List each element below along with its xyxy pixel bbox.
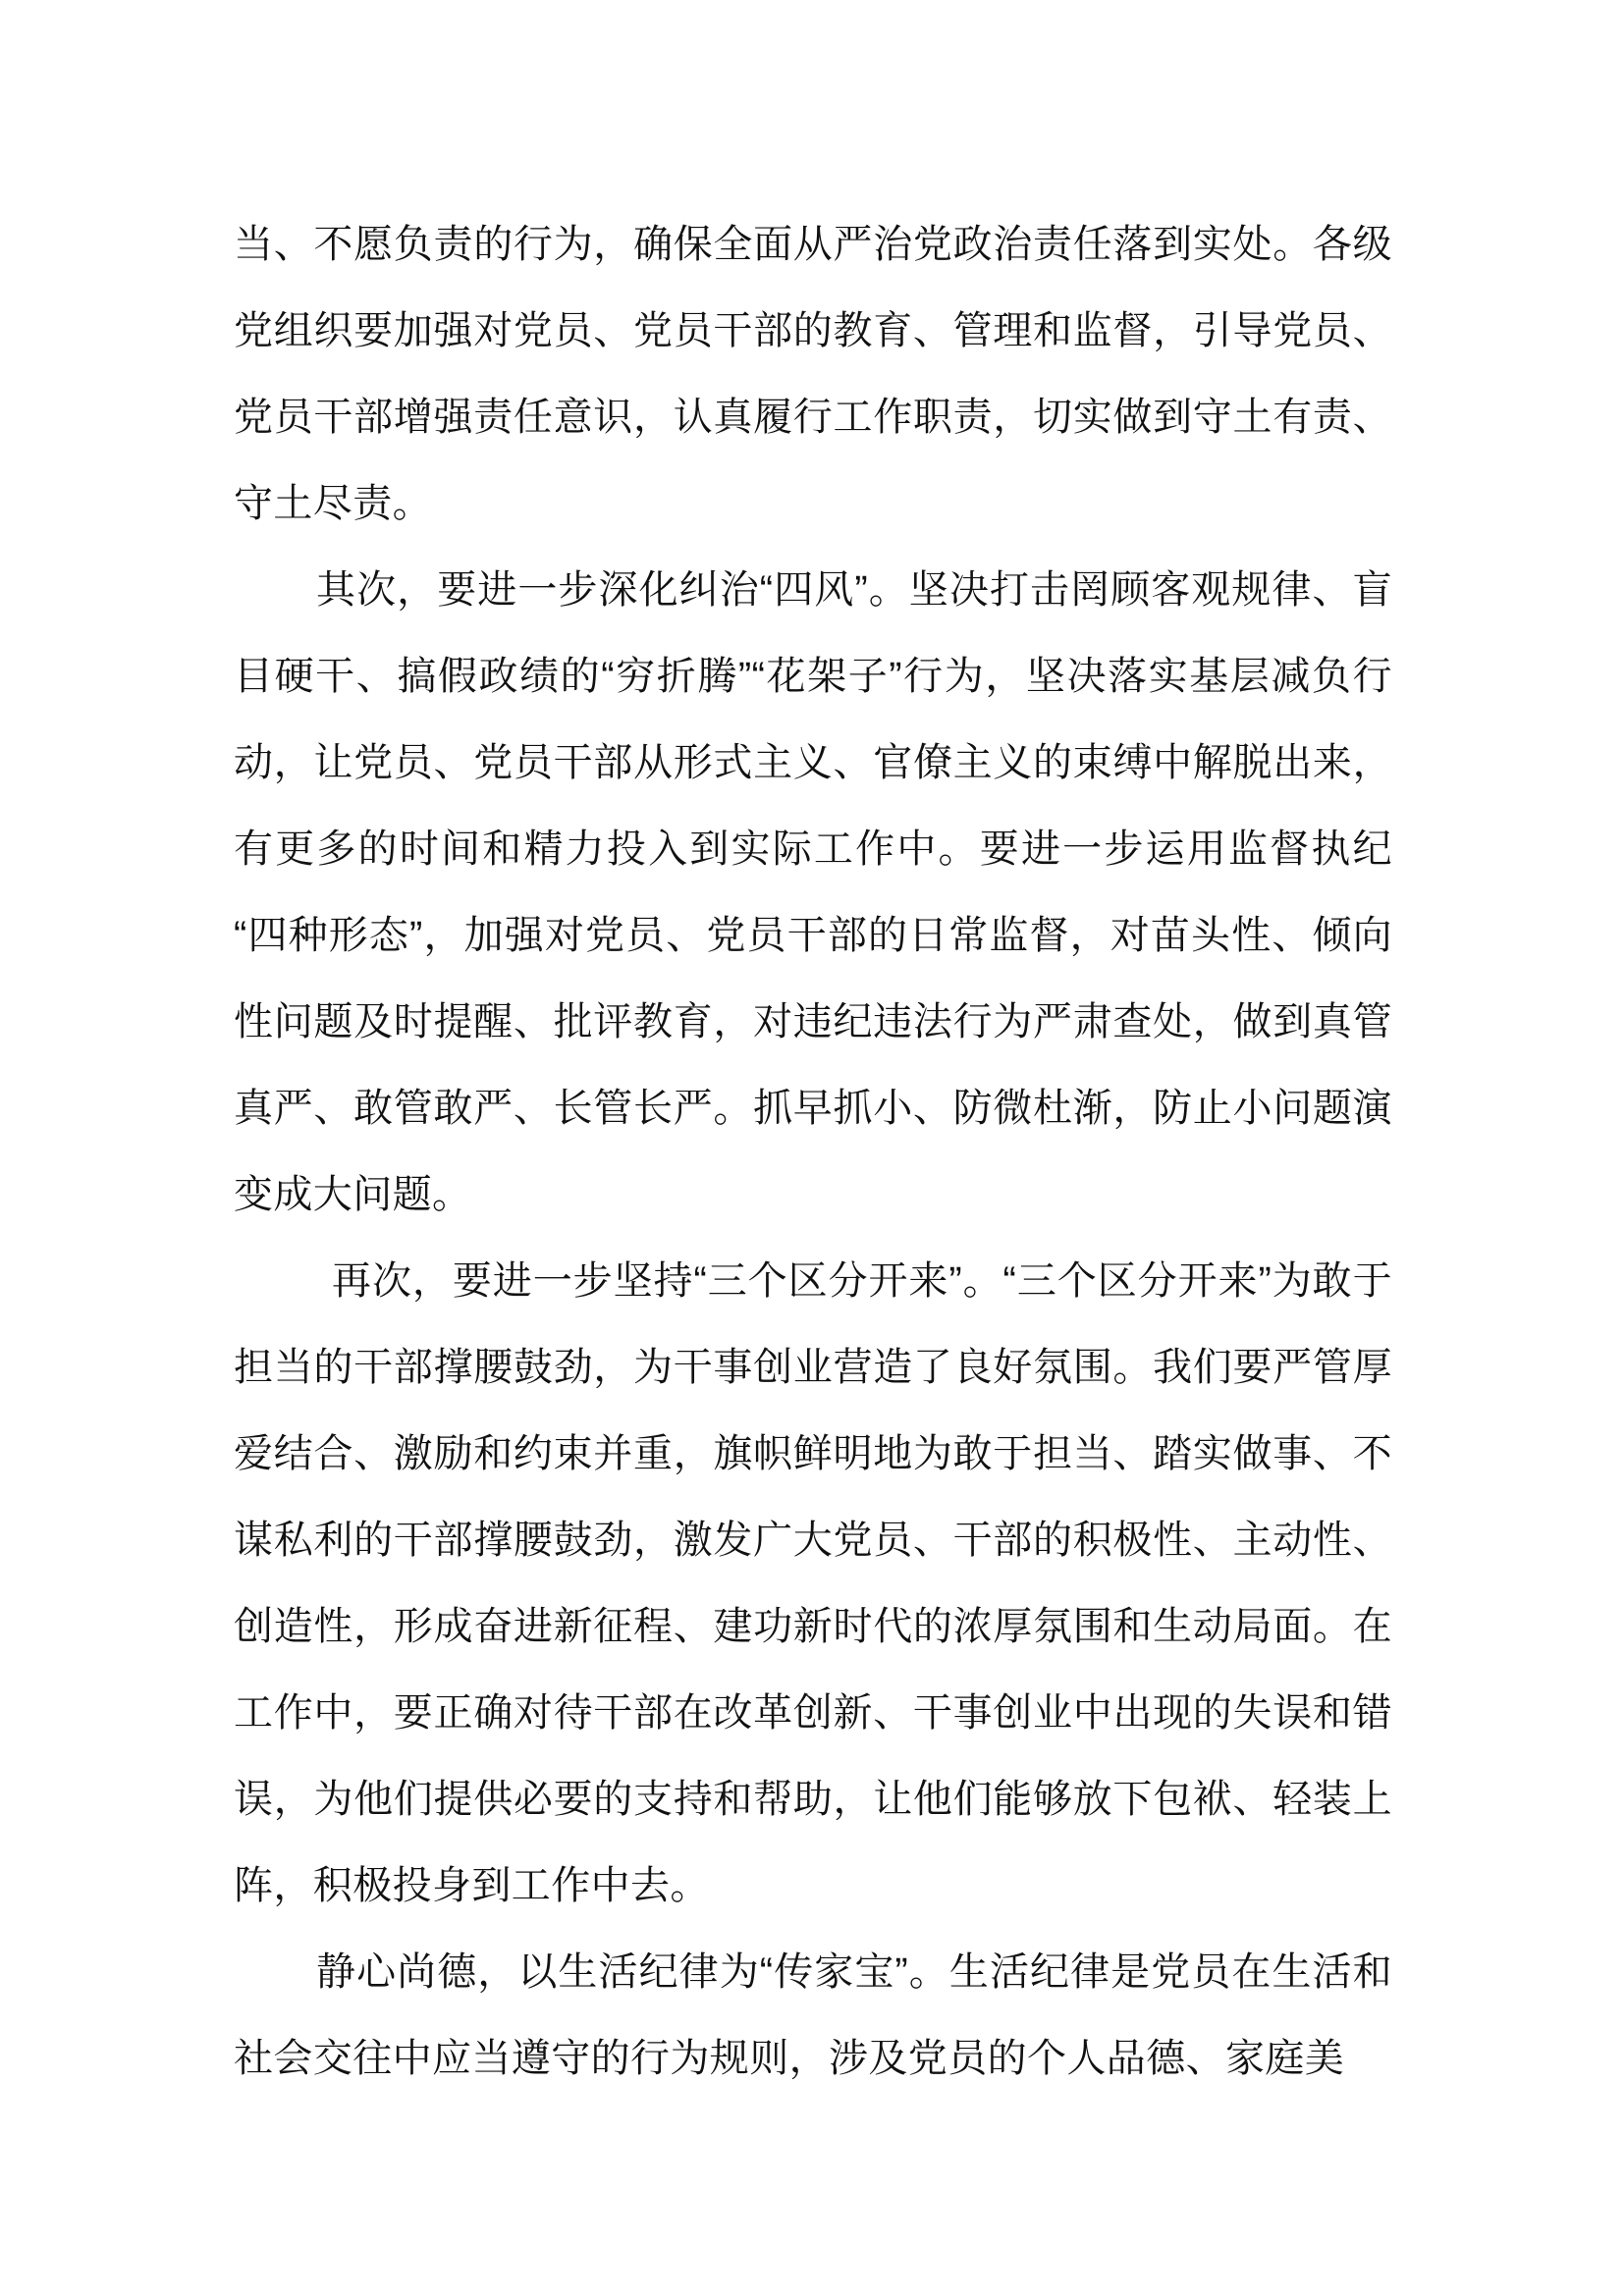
paragraph-3: 再次，要进一步坚持“三个区分开来”。“三个区分开来”为敢于担当的干部撑腰鼓劲，为干事创业营造了良好氛围。我们要严管厚爱结合、激励和约束并重，旗帜鲜明地为敢于担当、踏实做事、不谋私利的干部撑腰鼓劲，激发广大党员、干部的积极性、主动性、创造性，形成奋进新征程、建功新时代的浓厚氛围和生动局面。在工作中，要正确对待干部在改革创新、干事创业中出现的失误和错误，为他们提供必要的支持和帮助，让他们能够放下包袱、轻装上阵，积极投身到工作中去。 bbox=[234, 1259, 1392, 1907]
paragraph-2: 其次，要进一步深化纠治“四风”。坚决打击罔顾客观规律、盲目硬干、搞假政绩的“穷折腾”“花架子”行为，坚决落实基层减负行动，让党员、党员干部从形式主义、官僚主义的束缚中解脱出来，有更多的时间和精力投入到实际工作中。要进一步运用监督执纪“四种形态”，加强对党员、党员干部的日常监督，对苗头性、倾向性问题及时提醒、批评教育，对违纪违法行为严肃查处，做到真管真严、敢管敢严、长管长严。抓早抓小、防微杜渐，防止小问题演变成大问题。 bbox=[234, 568, 1392, 1216]
page-text-body bbox=[234, 201, 1392, 2102]
paragraph-1: 当、不愿负责的行为，确保全面从严治党政治责任落到实处。各级党组织要加强对党员、党员干部的教育、管理和监督，引导党员、党员干部增强责任意识，认真履行工作职责，切实做到守土有责、守土尽责。 bbox=[234, 223, 1392, 525]
paragraph-4: 静心尚德，以生活纪律为“传家宝”。生活纪律是党员在生活和社会交往中应当遵守的行为规则，涉及党员的个人品德、家庭美 bbox=[234, 1950, 1392, 2080]
